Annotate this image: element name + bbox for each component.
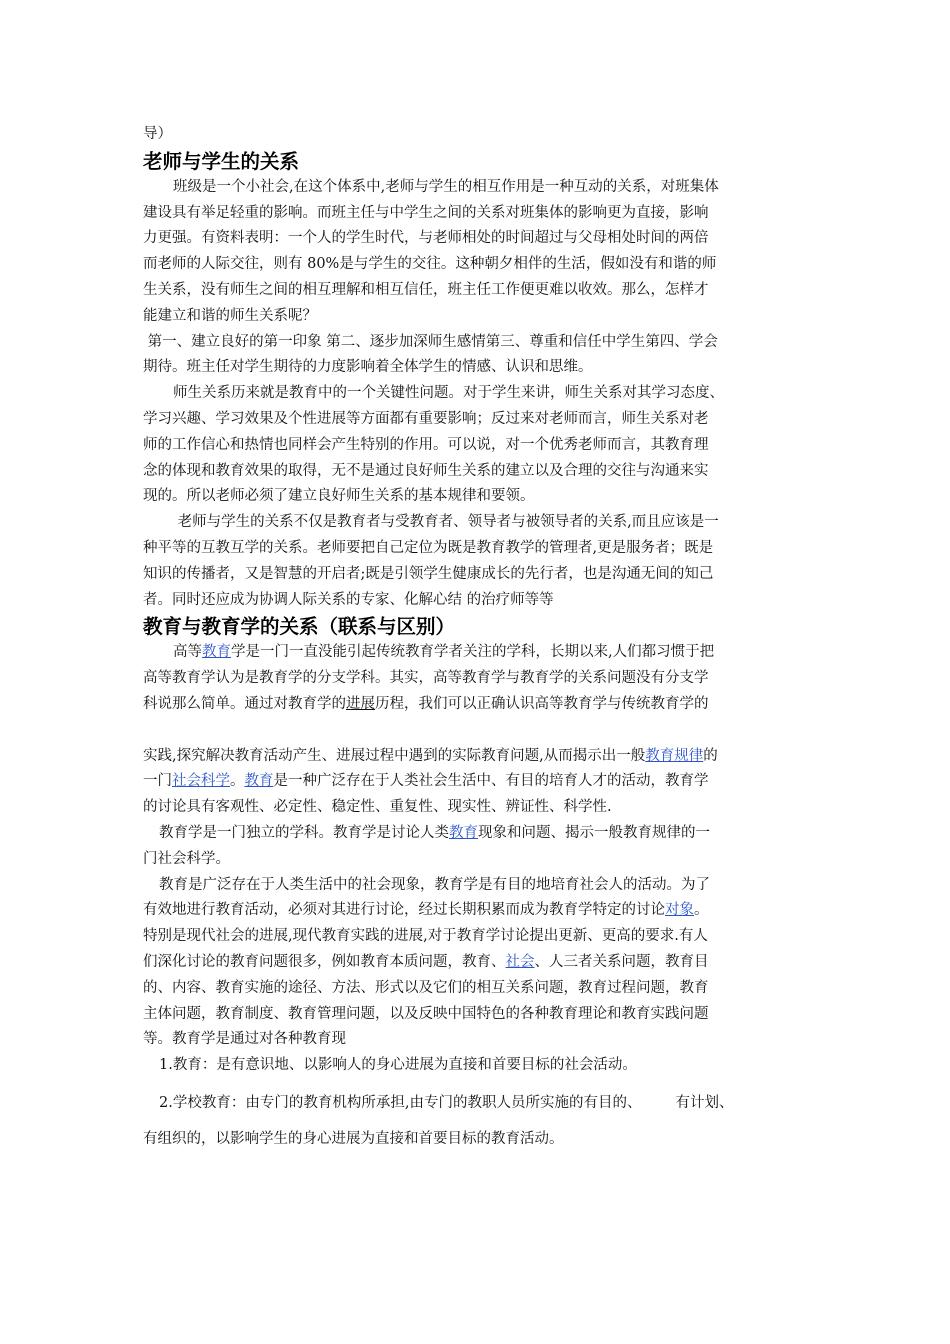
paragraph-line: 的讨论具有客观性、必定性、稳定性、重复性、现实性、辨证性、科学性. [143,799,612,816]
link-education[interactable]: 教育 [202,644,231,661]
paragraph-line: 现的。所以老师必须了建立良好师生关系的基本规律和要领。 [143,488,535,505]
paragraph-line: 特别是现代社会的进展,现代教育实践的进展,对于教育学讨论提出更新、更高的要求.有人 [143,928,708,945]
paragraph-line: 的、内容、教育实施的途径、方法、形式以及它们的相互关系问题，教育过程问题，教育 [143,979,709,996]
text-span: 科说那么简单。通过对教育学的 [143,695,346,712]
fragment-text: 导） [143,126,172,142]
text-span: 2.学校教育：由专门的教育机构所承担,由专门的教职人员所实施的有目的、 [159,1094,642,1111]
text-span: 是一种广泛存在于人类社会生活中、有目的培育人才的活动，教育学 [273,773,709,790]
paragraph-line: 学习兴趣、学习效果及个性进展等方面都有重要影响；反过来对老师而言，师生关系对老 [143,410,709,427]
paragraph-line: 第一、建立良好的第一印象 第二、逐步加深师生感情第三、尊重和信任中学生第四、学会 [143,333,718,350]
paragraph-line: 建设具有举足轻重的影响。而班主任与中学生之间的关系对班集体的影响更为直接，影响 [143,204,709,221]
text-span: 教育学是一门独立的学科。教育学是讨论人类 [159,824,449,841]
section-heading-education-pedagogy: 教育与教育学的关系（联系与区别） [143,615,456,639]
paragraph-line: 有组织的，以影响学生的身心进展为直接和首要目标的教育活动。 [143,1130,564,1147]
text-span: 。 [694,902,709,919]
paragraph-line [143,640,810,666]
text-span: 一门 [143,773,172,790]
text-span: 实践,探究解决教育活动产生、进展过程中遇到的实际教育问题,从而揭示出一般 [143,747,646,764]
document-page [143,122,810,1152]
paragraph-line: 班级是一个小社会,在这个体系中,老师与学生的相互作用是一种互动的关系，对班集体 [173,178,719,195]
text-span: 、人三者关系问题，教育目 [534,953,709,970]
paragraph-line: 主体问题，教育制度、教育管理问题，以及反映中国特色的各种教育理论和教育实践问题 [143,1005,709,1022]
link-education-law[interactable]: 教育规律 [645,747,704,764]
paragraph-line [143,898,810,924]
text-span: 们深化讨论的教育问题很多，例如教育本质问题，教育、 [143,953,506,970]
paragraph-line: 等。教育学是通过对各种教育现 [143,1031,346,1048]
paragraph-line: 者。同时还应成为协调人际关系的专家、化解心结 的治疗师等等 [143,591,554,608]
paragraph-line [143,692,810,718]
definition-education: 1.教育：是有意识地、以影响人的身心进展为直接和首要目标的社会活动。 [159,1057,637,1074]
spacer [143,1117,810,1127]
text-span: 现象和问题、揭示一般教育规律的一 [478,824,710,841]
paragraph-line: 能建立和谐的师生关系呢？ [143,307,317,324]
paragraph-line: 而老师的人际交往，则有 80%是与学生的交往。这种朝夕相伴的生活，假如没有和谐的师 [143,256,717,273]
text-span: 学是一门一直没能引起传统教育学者关注的学科，长期以来,人们都习惯于把 [231,644,715,661]
paragraph-line: 期待。班主任对学生期待的力度影响着全体学生的情感、认识和思维。 [143,359,593,376]
text-span: 高等 [173,644,202,661]
link-object[interactable]: 对象 [665,902,694,919]
paragraph-line: 念的体现和教育效果的取得，无不是通过良好师生关系的建立以及合理的交往与沟通来实 [143,462,709,479]
paragraph-line [143,718,810,744]
text-span: 有效地进行教育活动，必须对其进行讨论，经过长期积累而成为教育学特定的讨论 [143,902,665,919]
paragraph-line: 种平等的互教互学的关系。老师要把自己定位为既是教育教学的管理者,更是服务者；既是 [143,539,714,556]
paragraph-line [143,821,810,847]
paragraph-line: 门社会科学。 [143,850,230,867]
text-span: 的 [703,747,718,764]
paragraph-line: 知识的传播者，又是智慧的开启者;既是引领学生健康成长的先行者，也是沟通无间的知己 [143,565,714,582]
link-society[interactable]: 社会 [505,953,535,970]
text-span: 有计划、 [675,1094,734,1111]
paragraph-line [143,769,810,795]
paragraph-line: 师生关系历来就是教育中的一个关键性问题。对于学生来讲，师生关系对其学习态度、 [173,385,724,402]
definition-school-education [143,1091,810,1117]
spacer [143,1079,810,1091]
underlined-text-progress: 进展 [346,695,375,712]
paragraph-line: 生关系，没有师生之间的相互理解和相互信任，班主任工作便更难以收效。那么，怎样才 [143,281,709,298]
link-education-2[interactable]: 教育 [244,773,274,790]
paragraph-line [143,744,810,770]
paragraph-line: 力更强。有资料表明：一个人的学生时代，与老师相处的时间超过与父母相处时间的两倍 [143,230,709,247]
paragraph-line: 老师与学生的关系不仅是教育者与受教育者、领导者与被领导者的关系,而且应该是一 [173,514,719,531]
link-education-3[interactable]: 教育 [449,824,478,841]
text-span: 历程，我们可以正确认识高等教育学与传统教育学的 [375,695,709,712]
link-social-science[interactable]: 社会科学 [172,773,230,790]
paragraph-line [143,950,810,976]
paragraph-line: 教育是广泛存在于人类生活中的社会现象，教育学是有目的地培育社会人的活动。为了 [159,876,710,893]
paragraph-line: 师的工作信心和热情也同样会产生特别的作用。可以说，对一个优秀老师而言，其教育理 [143,436,709,453]
paragraph-line: 高等教育学认为是教育学的分支学科。其实，高等教育学与教育学的关系问题没有分支学 [143,670,709,687]
text-span: 。 [230,773,245,790]
section-heading-teacher-student: 老师与学生的关系 [143,149,300,173]
